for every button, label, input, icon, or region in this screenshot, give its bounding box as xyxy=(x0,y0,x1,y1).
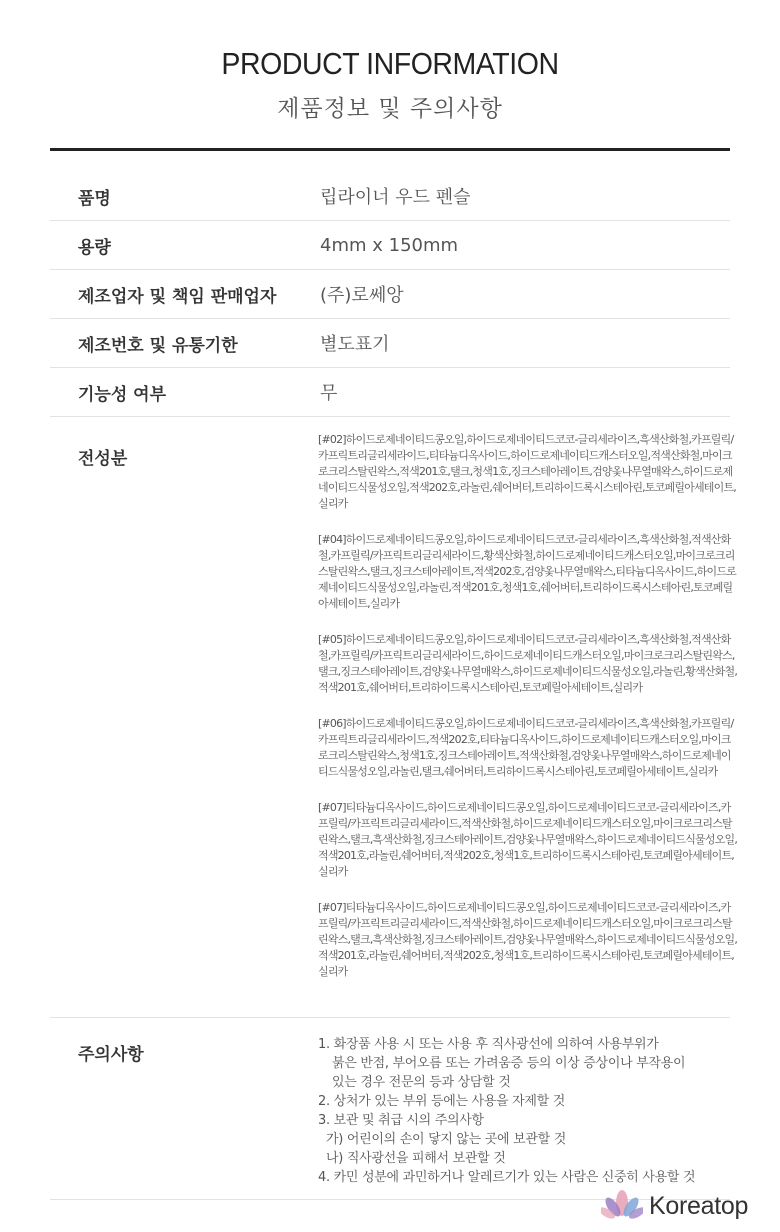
lotus-icon xyxy=(601,1189,643,1223)
caution-list xyxy=(318,1035,730,1187)
row-value: 무 xyxy=(320,383,338,404)
brand-watermark xyxy=(601,1188,748,1224)
ingredient-block: [#04]하이드로제네이티드콩오일,하이드로제네이티드코코-글리세라이즈,흑색산화철,적색산화철,카프릴릭/카프릭트리글리세라이드,황색산화철,하이드로제네이티드캐스터오일,마이크로크리스탈린왁스,탤크,징크스테아레이트,적색202호,검양옻나무열매왁스,티타늄디옥사이드,하이드로제네이티드식물성오일,라놀린,적색201호,청색1호,쉐어버터,트리하이드록시스테아린,토코페릴아세테이트,실리카 xyxy=(318,533,736,610)
info-row-capacity xyxy=(50,221,730,270)
info-row-batch-expiry xyxy=(50,319,730,368)
caution-section xyxy=(50,1018,730,1200)
row-label: 제조업자 및 책임 판매업자 xyxy=(78,286,277,307)
page-subtitle: 제품정보 및 주의사항 xyxy=(277,96,503,122)
ingredient-block: [#07]티타늄디옥사이드,하이드로제네이티드콩오일,하이드로제네이티드코코-글리세라이즈,카프릴릭/카프릭트리글리세라이드,적색산화철,하이드로제네이티드캐스터오일,마이크로크리스탈린왁스,탤크,흑색산화철,징크스테아레이트,검양옻나무열매왁스,하이드로제네이티드식물성오일,적색201호,라놀린,쉐어버터,적색202호,청색1호,트리하이드록시스테아린,토코페릴아세테이트,실리카 xyxy=(318,901,738,978)
row-value: 별도표기 xyxy=(320,334,390,355)
ingredient-block: [#07]티타늄디옥사이드,하이드로제네이티드콩오일,하이드로제네이티드코코-글리세라이즈,카프릴릭/카프릭트리글리세라이드,적색산화철,하이드로제네이티드캐스터오일,마이크로크리스탈린왁스,탤크,흑색산화철,징크스테아레이트,검양옻나무열매왁스,하이드로제네이티드식물성오일,적색201호,라놀린,쉐어버터,적색202호,청색1호,트리하이드록시스테아린,토코페릴아세테이트,실리카 xyxy=(318,801,738,878)
caution-item: 붉은 반점, 부어오름 또는 가려움증 등의 이상 증상이나 부작용이 xyxy=(332,1056,686,1071)
ingredient-block: [#06]하이드로제네이티드콩오일,하이드로제네이티드코코-글리세라이즈,흑색산화철,카프릴릭/카프릭트리글리세라이드,적색202호,티타늄디옥사이드,하이드로제네이티드캐스터오일,마이크로크리스탈린왁스,청색1호,징크스테아레이트,적색산화철,검양옻나무열매왁스,하이드로제네이티드식물성오일,라놀린,탤크,쉐어버터,트리하이드록시스테아린,토코페릴아세테이트,실리카 xyxy=(318,717,734,778)
caution-item: 있는 경우 전문의 등과 상담할 것 xyxy=(332,1075,511,1090)
row-label: 품명 xyxy=(78,188,111,209)
caution-item: 2. 상처가 있는 부위 등에는 사용을 자제할 것 xyxy=(318,1094,566,1109)
row-value: 4mm x 150mm xyxy=(320,234,459,256)
row-label: 제조번호 및 유통기한 xyxy=(78,335,238,356)
caution-item: 가) 어린이의 손이 닿지 않는 곳에 보관할 것 xyxy=(326,1132,566,1147)
ingredients-section xyxy=(50,418,738,1018)
info-row-manufacturer xyxy=(50,270,730,319)
row-value: (주)로쎄앙 xyxy=(320,285,404,306)
ingredient-block: [#05]하이드로제네이티드콩오일,하이드로제네이티드코코-글리세라이즈,흑색산화철,적색산화철,카프릴릭/카프릭트리글리세라이드,하이드로제네이티드캐스터오일,마이크로크리스탈린왁스,탤크,징크스테아레이트,검양옻나무열매왁스,하이드로제네이티드식물성오일,라놀린,황색산화철,적색201호,쉐어버터,트리하이드록시스테아린,토코페릴아세테이트,실리카 xyxy=(318,633,738,694)
caution-item: 나) 직사광선을 피해서 보관할 것 xyxy=(326,1151,506,1166)
caution-item: 3. 보관 및 취급 시의 주의사항 xyxy=(318,1113,484,1128)
ingredient-block: [#02]하이드로제네이티드콩오일,하이드로제네이티드코코-글리세라이즈,흑색산화철,카프릴릭/카프릭트리글리세라이드,티타늄디옥사이드,하이드로제네이티드캐스터오일,적색산화철,마이크로크리스탈린왁스,적색201호,탤크,청색1호,징크스테아레이트,검양옻나무열매왁스,하이드로제네이티드식물성오일,적색202호,라놀린,쉐어버터,트리하이드록시스테아린,토코페릴아세테이트,실리카 xyxy=(318,433,736,510)
info-row-product-name xyxy=(50,172,730,221)
caution-item: 1. 화장품 사용 시 또는 사용 후 직사광선에 의하여 사용부위가 xyxy=(318,1037,659,1052)
row-label: 기능성 여부 xyxy=(78,384,167,405)
brand-name: Koreatop xyxy=(649,1191,749,1220)
info-table xyxy=(50,172,730,417)
ingredients-label: 전성분 xyxy=(78,449,128,469)
page-title: PRODUCT INFORMATION xyxy=(221,46,559,81)
row-value: 립라이너 우드 펜슬 xyxy=(320,187,471,208)
caution-label: 주의사항 xyxy=(78,1045,144,1065)
info-row-functional xyxy=(50,368,730,417)
ingredients-list xyxy=(318,432,738,1000)
caution-item: 4. 카민 성분에 과민하거나 알레르기가 있는 사람은 신중히 사용할 것 xyxy=(318,1170,696,1185)
row-label: 용량 xyxy=(78,237,111,258)
header-divider xyxy=(50,148,730,151)
